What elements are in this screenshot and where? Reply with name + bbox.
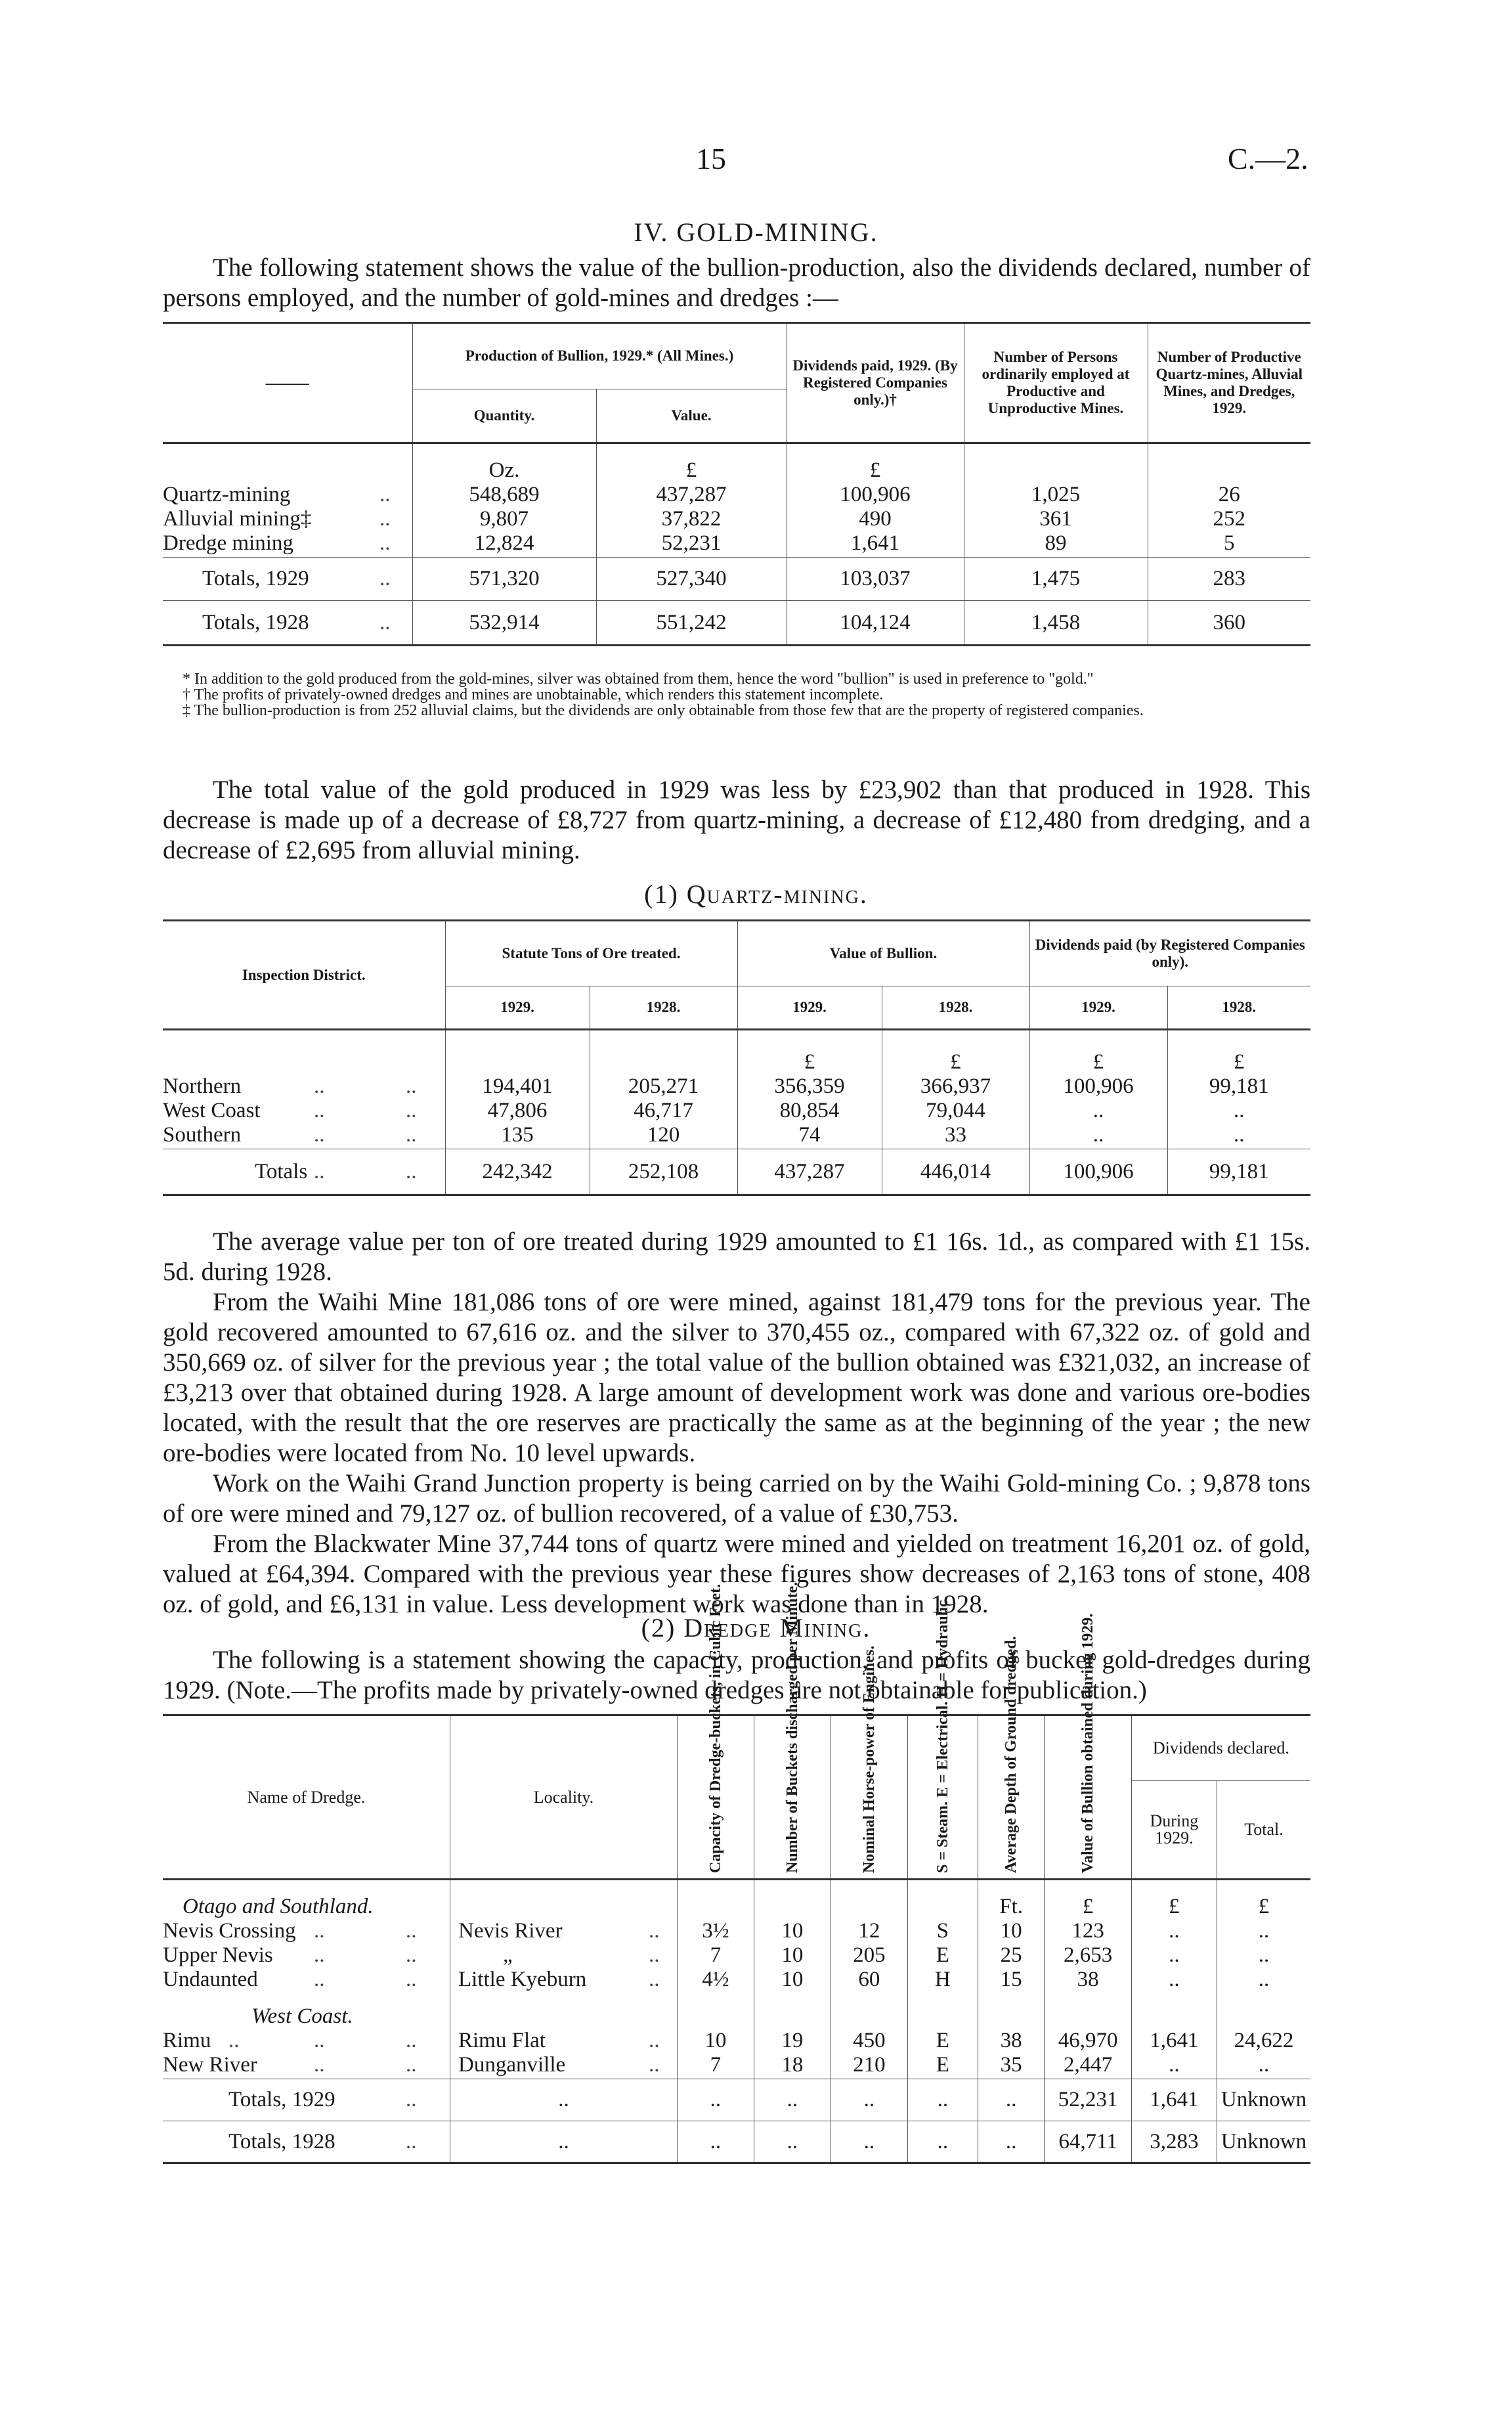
- header-tons: Statute Tons of Ore treated.: [445, 921, 737, 986]
- header-horsepower: Nominal Horse-power of Engines.: [831, 1715, 907, 1880]
- table-row: Nevis Crossing .. .. Nevis River .. 3½ 10 12 S 10 123 .. ..: [163, 1919, 1310, 1943]
- footnote-3: ‡ The bullion-production is from 252 alluvial claims, but the dividends are only obtainable from those few that are the property of registered companies.: [183, 702, 1144, 719]
- header-persons: Number of Persons ordinarily employed at Productive and Unproductive Mines.: [964, 323, 1148, 443]
- table-row: West Coast .. .. 47,806 46,717 80,854 79,044 .. ..: [163, 1099, 1310, 1123]
- group-west-coast: West Coast.: [251, 2004, 353, 2028]
- header-quantity: Quantity.: [412, 389, 596, 443]
- blank-header-dash: ——: [265, 370, 309, 395]
- table-row: Upper Nevis .. .. „ .. 7 10 205 E 25 2,653 .. ..: [163, 1943, 1310, 1968]
- unit-oz: Oz.: [412, 443, 596, 483]
- intro-paragraph: The following statement shows the value of the bullion-production, also the dividends declared, number of persons employed, and the number of gold-mines and dredges :—: [163, 254, 1310, 312]
- header-power-type: S = Steam. E = Electrical. H = Hydraulic.: [907, 1715, 978, 1880]
- totals-row: Totals .. .. 242,342 252,108 437,287 446,014 100,906 99,181: [163, 1149, 1310, 1195]
- table-row: Dredge mining .. 12,824 52,231 1,641 89 5: [163, 531, 1310, 558]
- total-value-paragraph: The total value of the gold produced in 1929 was less by £23,902 than that produced in 1928. This decrease is made up of a decrease of £8,727 from quartz-mining, a decrease of £12,480 from dredging, and a decrease of £2,695 from alluvial mining.: [163, 776, 1310, 864]
- quartz-mining-table: Inspection District. Statute Tons of Ore treated. Value of Bullion. Dividends paid (by Registered Companies only). 1929. 1928. 1929. 1928. 1929. 1928. £ £ £ £ Northern .. .. 194,401 205,271 356,359 366,937 100,906 99,181 West Coast .. .. 47,806 46,717 80,854 79,044 .. .. Southern .. .. 135 120 74 33 .. .. Totals .. .. 242,342 252,108 437,287 446,014 100,906 99,181: [163, 919, 1310, 1196]
- dredge-intro-paragraph: The following is a statement showing the capacity, production, and profits of bucket gold-dredges during 1929. (Note.—The profits made by privately-owned dredges are not obtainable for publication.): [163, 1646, 1310, 1704]
- header-district: Inspection District.: [242, 966, 366, 983]
- footnote-1: * In addition to the gold produced from the gold-mines, silver was obtained from them, hence the word "bullion" is used in preference to "gold.": [183, 671, 1094, 688]
- header-bullion: Value of Bullion obtained during 1929.: [1045, 1715, 1131, 1880]
- header-depth: Average Depth of Ground dredged.: [978, 1715, 1045, 1880]
- header-total: Total.: [1217, 1781, 1310, 1880]
- header-locality: Locality.: [450, 1715, 678, 1880]
- header-dredge-name: Name of Dredge.: [247, 1787, 366, 1807]
- footnotes: [163, 671, 1310, 718]
- header-number: Number of Productive Quartz-mines, Alluvial Mines, and Dredges, 1929.: [1148, 323, 1310, 443]
- header-production: Production of Bullion, 1929.* (All Mines.): [412, 323, 787, 389]
- page-number: 15: [696, 142, 726, 175]
- bullion-summary-table: [163, 322, 1310, 646]
- table-row: Alluvial mining‡ .. 9,807 37,822 490 361 252: [163, 507, 1310, 531]
- dredge-mining-title: (2) Dredge Mining.: [641, 1613, 871, 1643]
- dredge-mining-table: Name of Dredge. Locality. Capacity of Dredge-buckets, in Cubic Feet. Number of Buckets discharged per Minute. Nominal Horse-power of Engines. S = Steam. E = Electrical. H = Hydraulic. Average Depth of Ground dredged. Value of Bullion obtained during 1929. Dividends declared. During 1929. Total. Otago and Southland. Ft. £ £ £ Nevis Crossing .. .. Nevis River .. 3½ 10 12 S 10 123 .. .. Upper Nevis .. .. „ .. 7 10 205 E 25 2,653 .. .. Undaunted .. .. Little Kyeburn .. 4½ 10 60 H 15 38 .. .. West Coast. Rimu .. .. .. Rimu Flat .. 10 19 450 E 38 46,970 1,641 24,622 New River .. .. Dunganville .. 7 18 210 E 35 2,447 .. .. Totals, 1929 .. .. .. .. .. .. .. 52,231 1,641 Unknown Totals, 1928 .. .. .. .. .. .. .. 64,711 3,283 Unknown: [163, 1714, 1310, 2164]
- group-otago-southland: Otago and Southland.: [183, 1894, 374, 1918]
- section-title: IV. GOLD-MINING.: [634, 217, 878, 247]
- table-row: Northern .. .. 194,401 205,271 356,359 366,937 100,906 99,181: [163, 1074, 1310, 1099]
- footnote-2: † The profits of privately-owned dredges and mines are unobtainable, which renders this statement incomplete.: [183, 686, 884, 703]
- table-row: Undaunted .. .. Little Kyeburn .. 4½ 10 60 H 15 38 .. ..: [163, 1968, 1310, 1992]
- totals-row-1929: Totals, 1929 .. 571,320 527,340 103,037 1,475 283: [163, 558, 1310, 601]
- header-dividends: Dividends paid, 1929. (By Registered Companies only.)†: [787, 323, 964, 443]
- header-dividends-declared: Dividends declared.: [1131, 1715, 1310, 1781]
- unit-pound: £: [787, 443, 964, 483]
- table-row: Quartz-mining .. 548,689 437,287 100,906 1,025 26: [163, 483, 1310, 507]
- unit-pound: £: [596, 443, 787, 483]
- document-reference: C.—2.: [1228, 142, 1308, 175]
- header-during-1929: During 1929.: [1131, 1781, 1217, 1880]
- header-bullion-value: Value of Bullion.: [737, 921, 1029, 986]
- table-row: Rimu .. .. .. Rimu Flat .. 10 19 450 E 38 46,970 1,641 24,622: [163, 2029, 1310, 2053]
- totals-row-1929: Totals, 1929 .. .. .. .. .. .. .. 52,231 1,641 Unknown: [163, 2079, 1310, 2121]
- table-row: Southern .. .. 135 120 74 33 .. ..: [163, 1123, 1310, 1149]
- header-value: Value.: [596, 389, 787, 443]
- quartz-paragraphs: The average value per ton of ore treated during 1929 amounted to £1 16s. 1d., as compared with £1 15s. 5d. during 1928. From the Waihi Mine 181,086 tons of ore were mined, against 181,479 tons for the previous year. The gold recovered amounted to 67,616 oz. and the silver to 370,455 oz., compared with 67,322 oz. of gold and 350,669 oz. of silver for the previous year ; the total value of the bullion obtained was £321,032, an increase of £3,213 over that obtained during 1928. A large amount of development work was done and various ore-bodies located, with the result that the ore reserves are practically the same as at the beginning of the year ; the new ore-bodies were located from No. 10 level upwards. Work on the Waihi Grand Junction property is being carried on by the Waihi Gold-mining Co. ; 9,878 tons of ore were mined and 79,127 oz. of bullion recovered, of a value of £30,753. From the Blackwater Mine 37,744 tons of quartz were mined and yielded on treatment 16,201 oz. of gold, valued at £64,394. Compared with the previous year these figures show decreases of 2,163 tons of stone, 408 oz. of gold, and £6,131 in value. Less development work was done than in 1928.: [163, 1227, 1310, 1618]
- totals-row-1928: Totals, 1928 .. 532,914 551,242 104,124 1,458 360: [163, 601, 1310, 646]
- quartz-mining-title: (1) Quartz-mining.: [644, 879, 868, 909]
- table-row: New River .. .. Dunganville .. 7 18 210 E 35 2,447 .. ..: [163, 2053, 1310, 2079]
- header-dividends: Dividends paid (by Registered Companies only).: [1029, 921, 1310, 986]
- header-capacity: Capacity of Dredge-buckets, in Cubic Feet.: [677, 1715, 754, 1880]
- totals-row-1928: Totals, 1928 .. .. .. .. .. .. .. 64,711 3,283 Unknown: [163, 2121, 1310, 2163]
- header-buckets: Number of Buckets discharged per Minute.: [754, 1715, 831, 1880]
